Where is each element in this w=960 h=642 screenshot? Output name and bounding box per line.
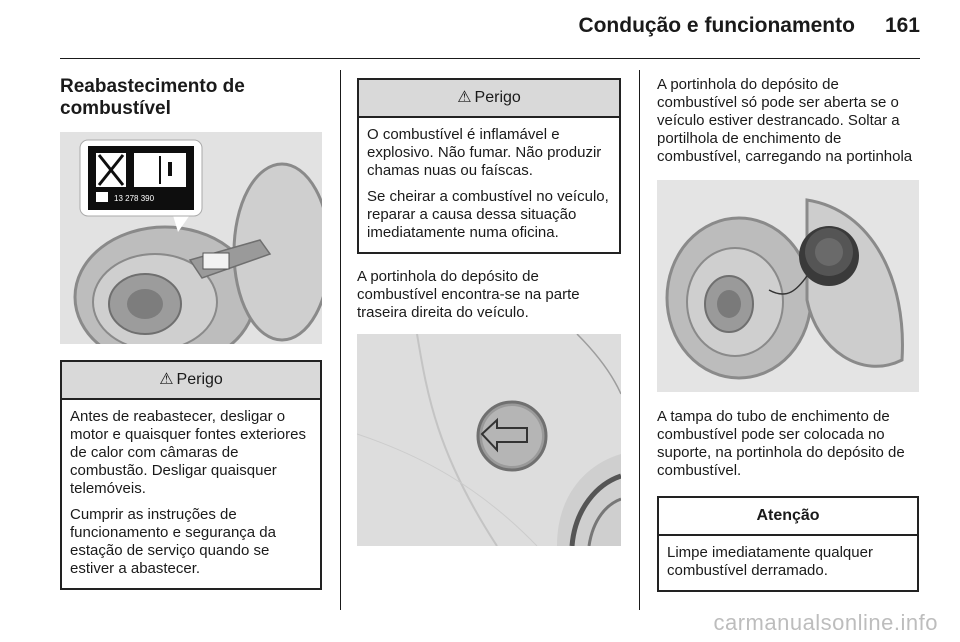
column-divider-1 [340, 70, 341, 610]
warning-paragraph: Se cheirar a combustível no veículo, reparar a causa dessa situação imediatamente numa oficina. [367, 188, 609, 241]
notice-body: Limpe imediatamente qualquer combustível derramado. [667, 544, 873, 579]
warning-body [359, 118, 619, 252]
column-1 [60, 70, 322, 590]
warning-triangle-icon: ⚠ [457, 89, 472, 106]
warning-triangle-icon: ⚠ [159, 371, 174, 388]
column-3 [657, 70, 919, 592]
body-text: A tampa do tubo de enchimento de combustível pode ser colocada no suporte, na portinhola do depósito de combustível. [657, 408, 905, 479]
section-title: Reabastecimento de combustível [60, 76, 245, 119]
warning-label: Perigo [474, 89, 521, 106]
body-text: A portinhola do depósito de combustível só pode ser aberta se o veículo estiver destrancado. Soltar a portilhola de enchimento de combustível, carregando na portinhola [657, 76, 913, 165]
page-number: 161 [884, 14, 920, 37]
label-code: 13 278 390 [114, 194, 155, 203]
notice-header: Atenção [659, 498, 917, 536]
fuel-cap-holder-illustration [657, 180, 919, 392]
danger-warning-box [357, 78, 621, 254]
warning-paragraph: O combustível é inflamável e explosivo. Não fumar. Não produzir chamas nuas ou faíscas. [367, 126, 602, 179]
notice-box [657, 496, 919, 592]
fuel-cap-in-holder-drawing [657, 180, 919, 392]
page-header [60, 14, 920, 50]
column-2 [357, 70, 621, 546]
column-divider-2 [639, 70, 640, 610]
page-title: Condução e funcionamento [578, 14, 855, 37]
fuel-flap-label-illustration [60, 132, 322, 344]
danger-warning-box [60, 360, 322, 590]
warning-header [62, 362, 320, 400]
warning-body [62, 400, 320, 588]
warning-header [359, 80, 619, 118]
warning-label: Perigo [176, 371, 223, 388]
body-text: A portinhola do depósito de combustível encontra-se na parte traseira direita do veículo. [357, 268, 580, 321]
fuel-flap-open-drawing [60, 132, 322, 344]
watermark-text: carmanualsonline.info [713, 610, 938, 635]
warning-paragraph: Antes de reabastecer, desligar o motor e quaisquer fontes exteriores de calor com câmaras de combustão. Desligar quaisquer telemóveis. [70, 408, 306, 497]
header-divider [60, 58, 920, 59]
car-rear-side-drawing [357, 334, 621, 546]
warning-paragraph: Cumprir as instruções de funcionamento e segurança da estação de serviço quando se estiver a abastecer. [70, 506, 276, 577]
fuel-flap-location-illustration [357, 334, 621, 546]
